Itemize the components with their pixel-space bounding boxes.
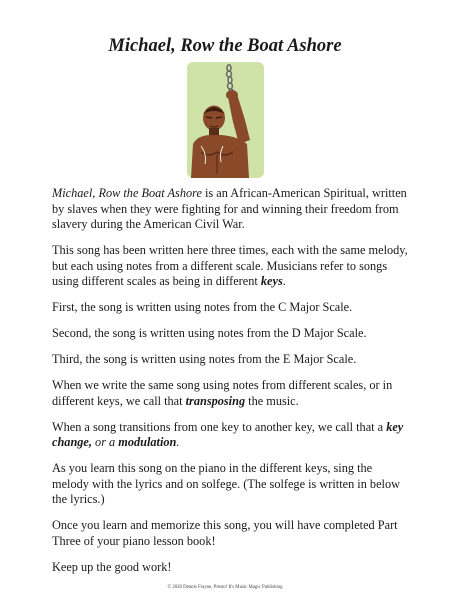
lesson-text [52, 186, 412, 586]
e-major-paragraph: Third, the song is written using notes from the E Major Scale. [52, 352, 357, 366]
modulation-term: modulation [118, 435, 177, 449]
solfege-paragraph: As you learn this song on the piano in the different keys, sing the melody with the lyrics and on solfege. (The solfege is written in below the lyrics.) [52, 461, 400, 506]
page-title: Michael, Row the Boat Ashore [108, 36, 342, 56]
transposing-term: transposing [185, 393, 246, 408]
c-major-paragraph: First, the song is written using notes from the C Major Scale. [52, 300, 353, 314]
key-change-term: key change, [52, 419, 404, 449]
intro-paragraph: Michael, Row the Boat Ashore is an African-American Spiritual, written by slaves when they were fighting for and winning their freedom from slavery during the American Civil War. [52, 186, 407, 231]
completion-paragraph: Once you learn and memorize this song, you will have completed Part Three of your piano lesson book! [52, 518, 398, 548]
man-raising-broken-chains-illustration [187, 62, 264, 178]
encouragement-paragraph: Keep up the good work! [52, 559, 172, 574]
song-title-reference: Michael, Row the Boat Ashore [52, 186, 202, 200]
modulation-paragraph: When a song transitions from one key to another key, we call that a key change, or a modulation. [52, 419, 404, 449]
freedom-illustration-svg [187, 62, 264, 178]
keys-term: keys [260, 274, 283, 288]
transposing-paragraph: When we write the same song using notes from different scales, or in different keys, we call that transposing the music. [52, 378, 393, 408]
copyright-footer: © 2020 Dennis Frayne, Presto! It's Music Magic Publishing [167, 585, 283, 590]
d-major-paragraph: Second, the song is written using notes from the D Major Scale. [52, 326, 367, 340]
fist [226, 90, 238, 100]
keys-paragraph: This song has been written here three times, each with the same melody, but each using notes from a different scale. Musicians refer to songs using different scales as being in different keys. [52, 243, 408, 288]
